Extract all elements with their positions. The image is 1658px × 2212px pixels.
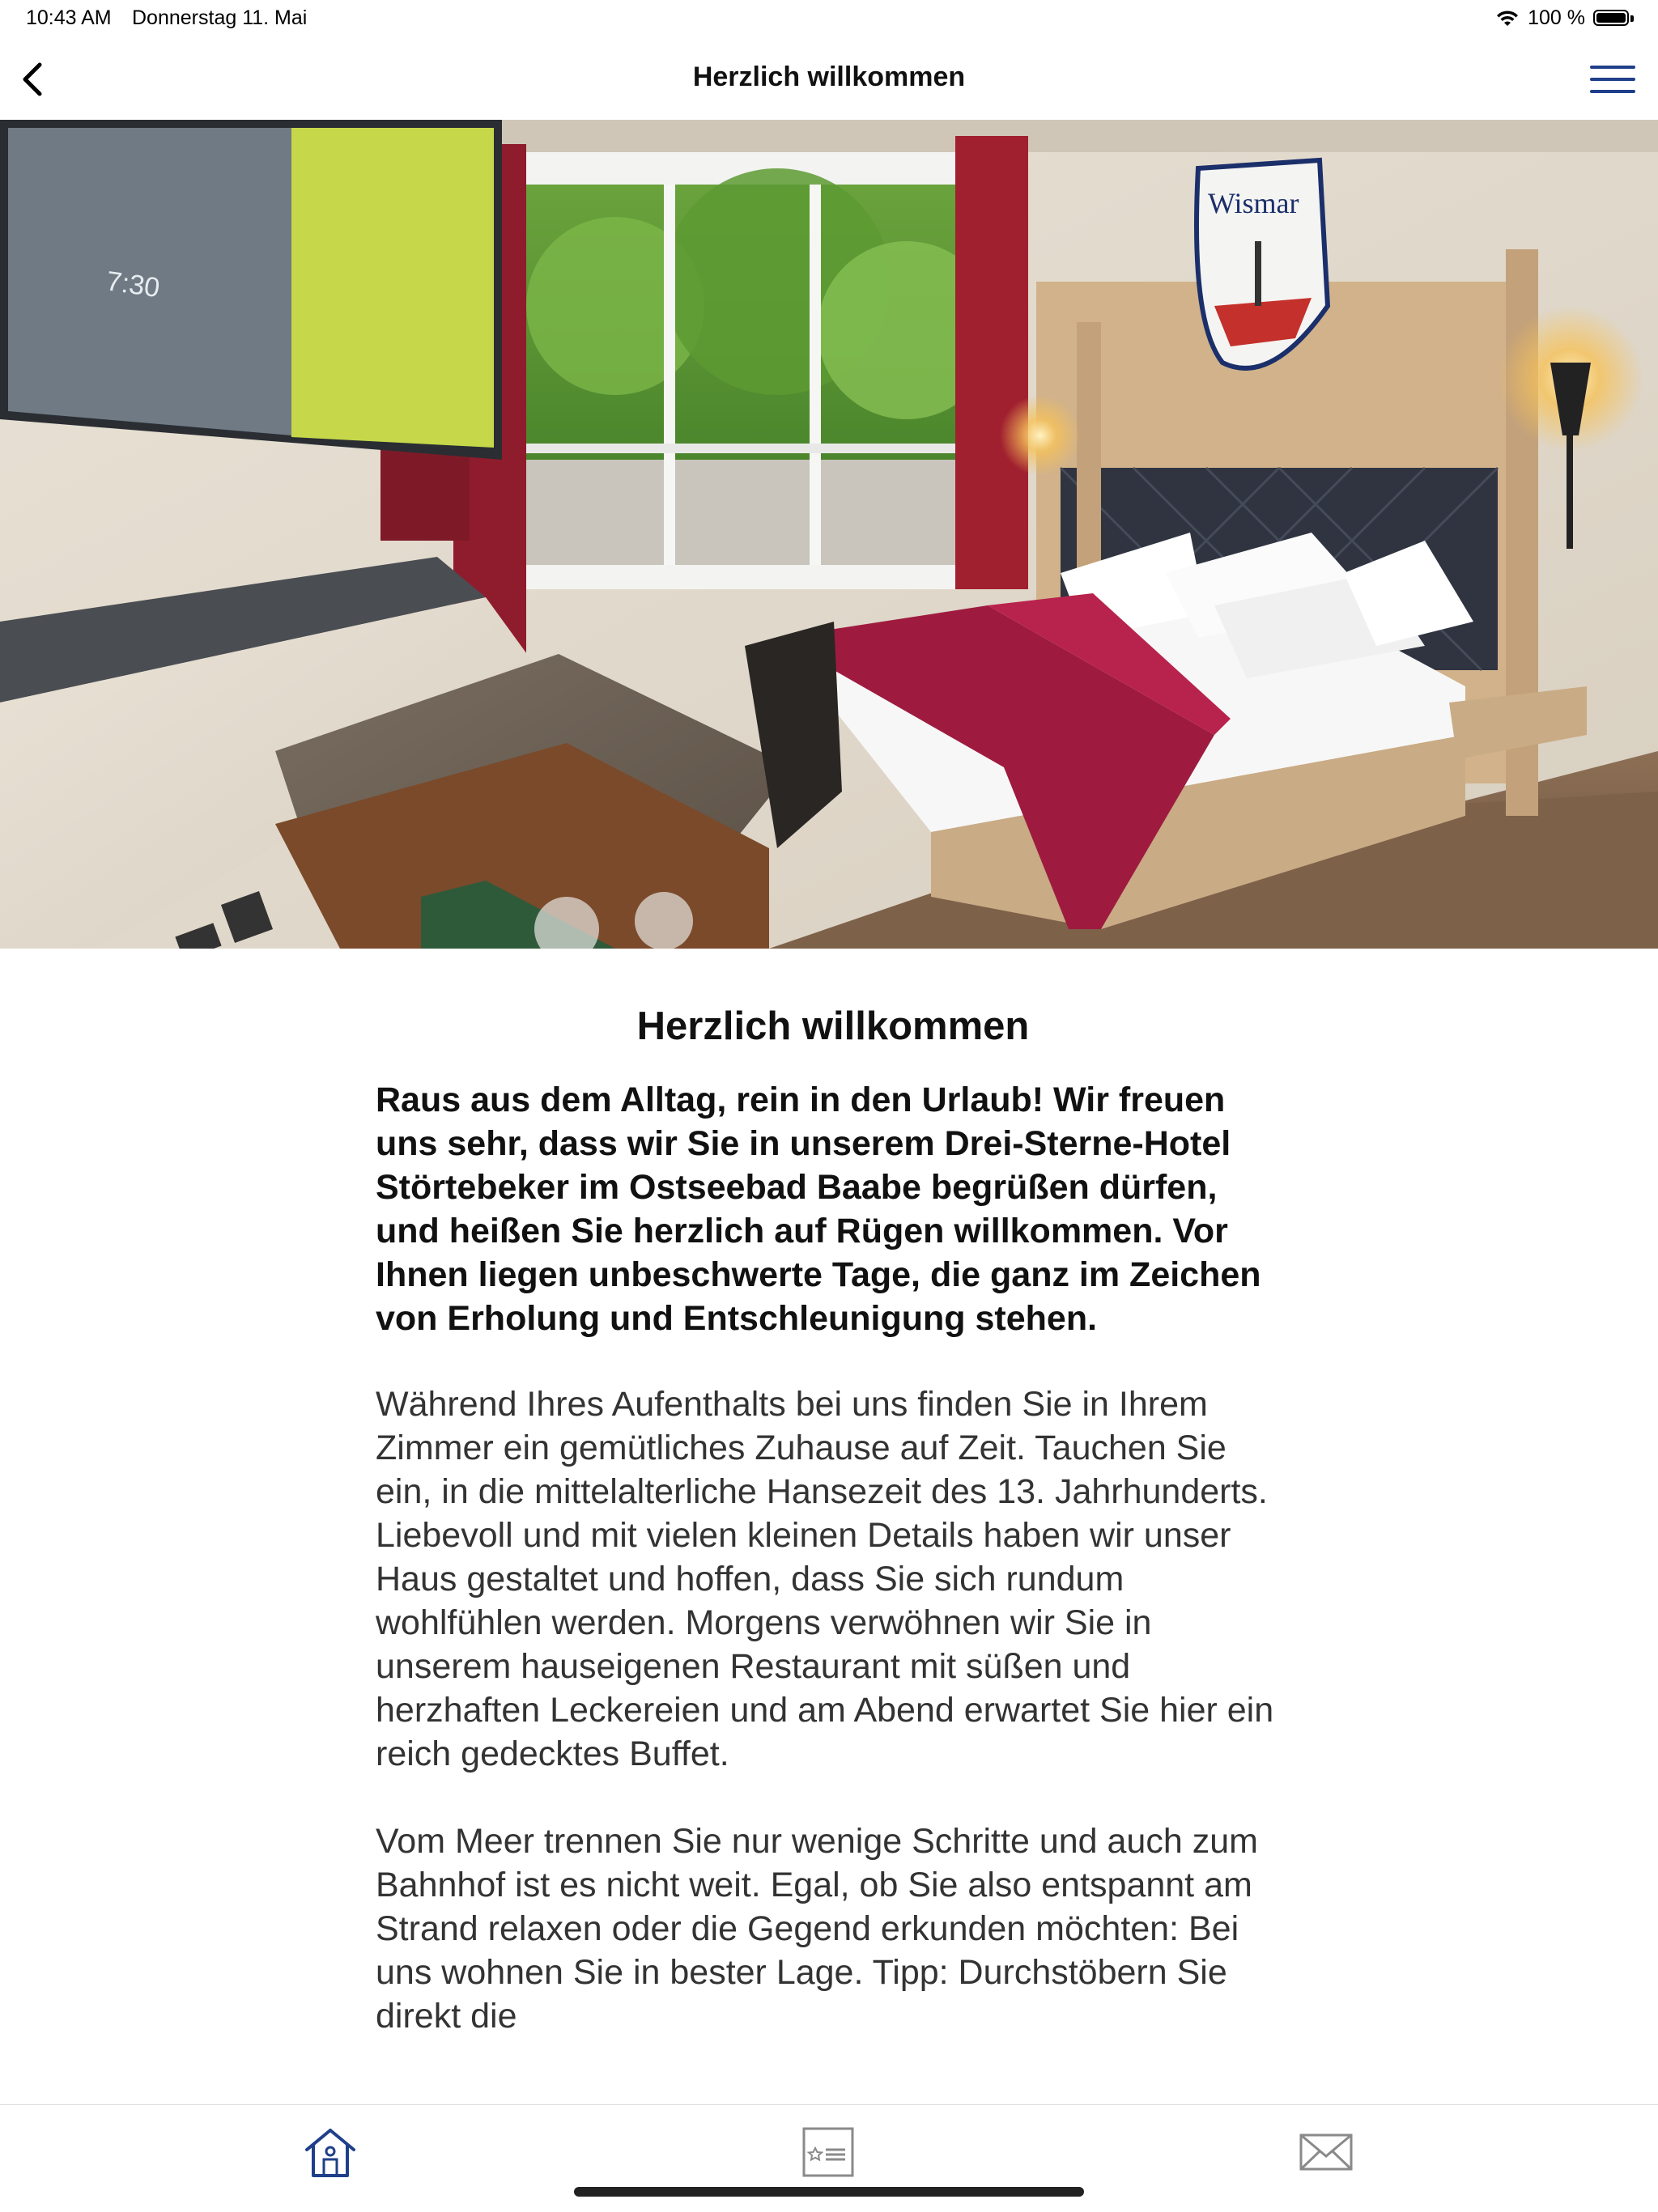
menu-button[interactable] [1590,57,1635,102]
home-indicator[interactable] [574,2187,1084,2197]
tab-contact[interactable] [1294,2120,1358,2184]
battery-icon [1593,9,1635,28]
menu-icon-line [1590,78,1635,81]
page-title: Herzlich willkommen [692,62,966,92]
status-date: Donnerstag 11. Mai [132,6,308,29]
navigation-bar [0,39,1658,120]
lead-paragraph: Raus aus dem Alltag, rein in den Urlaub! Wir freuen uns sehr, dass wir Sie in unserem Drei-Sterne-Hotel Störtebeker im Ostseebad Baabe begrüßen dürfen, und heißen Sie herzlich auf Rügen willkommen. Vor Ihnen liegen unbeschwerte Tage, die ganz im Zeichen von Erholung und Entschleunigung stehen. [376,1081,1261,1338]
tv-time-text: 7:30 [104,265,162,304]
body-paragraph: Vom Meer trennen Sie nur wenige Schritte und auch zum Bahnhof ist es nicht weit. Egal, ob Sie also entspannt am Strand relaxen oder die Gegend erkunden möchten: Bei uns wohnen Sie in bester Lage. Tipp: Durchstöbern Sie direkt die [376,1822,1258,2036]
tab-services[interactable] [796,2120,861,2184]
tab-home[interactable] [298,2120,363,2184]
shield-text: Wismar [1208,187,1299,219]
services-icon [800,2124,857,2180]
menu-icon-line [1590,90,1635,93]
status-bar [0,0,1658,39]
hotel-room-photo [0,120,1658,949]
battery-percentage: 100 % [1528,6,1585,29]
mail-icon [1298,2124,1354,2180]
body-paragraph: Während Ihres Aufenthalts bei uns finden Sie in Ihrem Zimmer ein gemütliches Zuhause auf Zeit. Tauchen Sie ein, in die mittelalterliche Hansezeit des 13. Jahrhunderts. Liebevoll und mit vielen kleinen Details haben wir unser Haus gestaltet und hoffen, dass Sie sich rundum wohlfühlen werden. Morgens verwöhnen wir Sie in unserem hauseigenen Restaurant mit süßen und herzhaften Leckereien und am Abend erwartet Sie hier ein reich gedecktes Buffet. [376,1385,1274,1773]
menu-icon-line [1590,66,1635,69]
home-icon [302,2124,359,2180]
wifi-icon [1495,10,1520,28]
scroll-fade [0,2056,1658,2104]
status-right [1495,6,1635,30]
hero-image [0,120,1658,949]
status-time: 10:43 AM [26,6,112,29]
welcome-content [376,1004,1290,2082]
welcome-heading: Herzlich willkommen [636,1004,1030,1048]
